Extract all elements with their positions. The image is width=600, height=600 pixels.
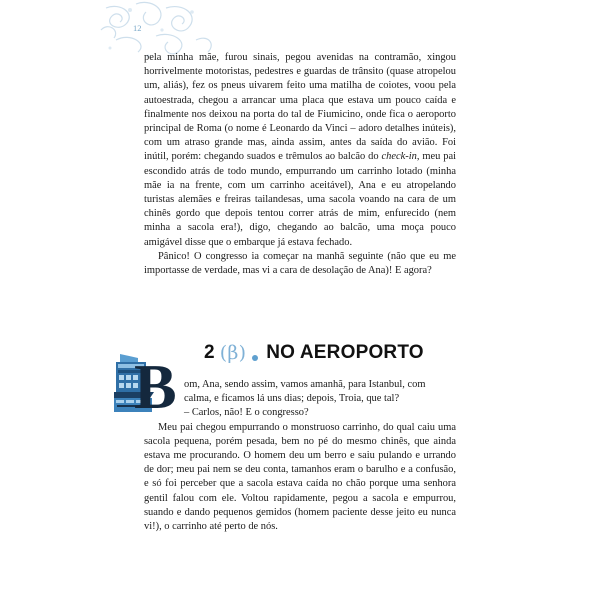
page-number: 12: [133, 23, 142, 33]
italic-term: check-in: [381, 151, 417, 163]
chapter-number: 2: [204, 342, 215, 363]
chapter-greek-letter: (β): [219, 342, 247, 364]
chapter-opening-line-1: om, Ana, sendo assim, vamos amanhã, para Istanbul, com: [184, 379, 426, 390]
chapter-title: NO AEROPORTO: [266, 342, 424, 363]
paragraph-continuation: [144, 51, 456, 250]
paragraph-text-rest: , meu pai escondido atrás de todo mundo, empurrando um carrinho lotado (minha mãe ia na frente, com um carrinho aceitável), Ana e eu atropelando turistas alemães e freiras tailandesas, uma sacola voando na cara de um chinês gordo que depois tentou correr atrás de mim, enfurecido (nem minha a sacola era!), digo, chegando ao balcão, uma moça pouco amigável disse que o embarque já estava fechado.: [144, 151, 456, 248]
chapter-heading: [204, 340, 424, 366]
dialog-line: – Carlos, não! E o congresso?: [184, 407, 309, 419]
bullet-dot-icon: [252, 355, 258, 361]
chapter-text-block: [144, 378, 456, 534]
chapter-opening-line-2: calma, e ficamos lá uns dias; depois, Troia, que tal?: [184, 393, 400, 405]
dropcap-letter: B: [134, 352, 177, 414]
paragraph-panic: Pânico! O congresso ia começar na manhã seguinte (não que eu me importasse de verdade, mas vi a cara de desolação de Ana)! E agora?: [144, 250, 456, 277]
chapter-paragraph: Meu pai chegou empurrando o monstruoso carrinho, do qual caiu uma sacola pequena, porém pesada, bem no pé do mesmo chinês, que ainda estava me procurando. O homem deu um berro e saiu pulando e urrando de dor; meu pai nem se deu conta, tamanhos eram o barulho e a confusão, e só foi perceber que a sacola estava caída no chão porque uma senhora gentil falou com ele. Voltou rapidamente, pegou a sacola e empurrou, suando e dando pequenos gemidos (homem paciente desse jeito eu nunca vi!), o carrinho até perto de nós.: [144, 421, 456, 533]
top-text-block: [144, 51, 456, 278]
paragraph-text: pela minha mãe, furou sinais, pegou avenidas na contramão, xingou horrivelmente motoristas, pedestres e guardas de trânsito (quase atropelou um, aliás), fez os pneus uivarem feito uma matilha de coiotes, voou pela autoestrada, chegou a arrancar uma placa que estava um pouco caída e finalmente nos deixou na porta do tal de Fiumicino, onde fica o aeroporto principal de Roma (o nome é Leonardo da Vinci – adoro detalhes inúteis), com um atraso grande mas, ainda assim, antes da saída do avião. Foi inútil, porém: chegando suados e trêmulos ao balcão do: [144, 52, 456, 163]
